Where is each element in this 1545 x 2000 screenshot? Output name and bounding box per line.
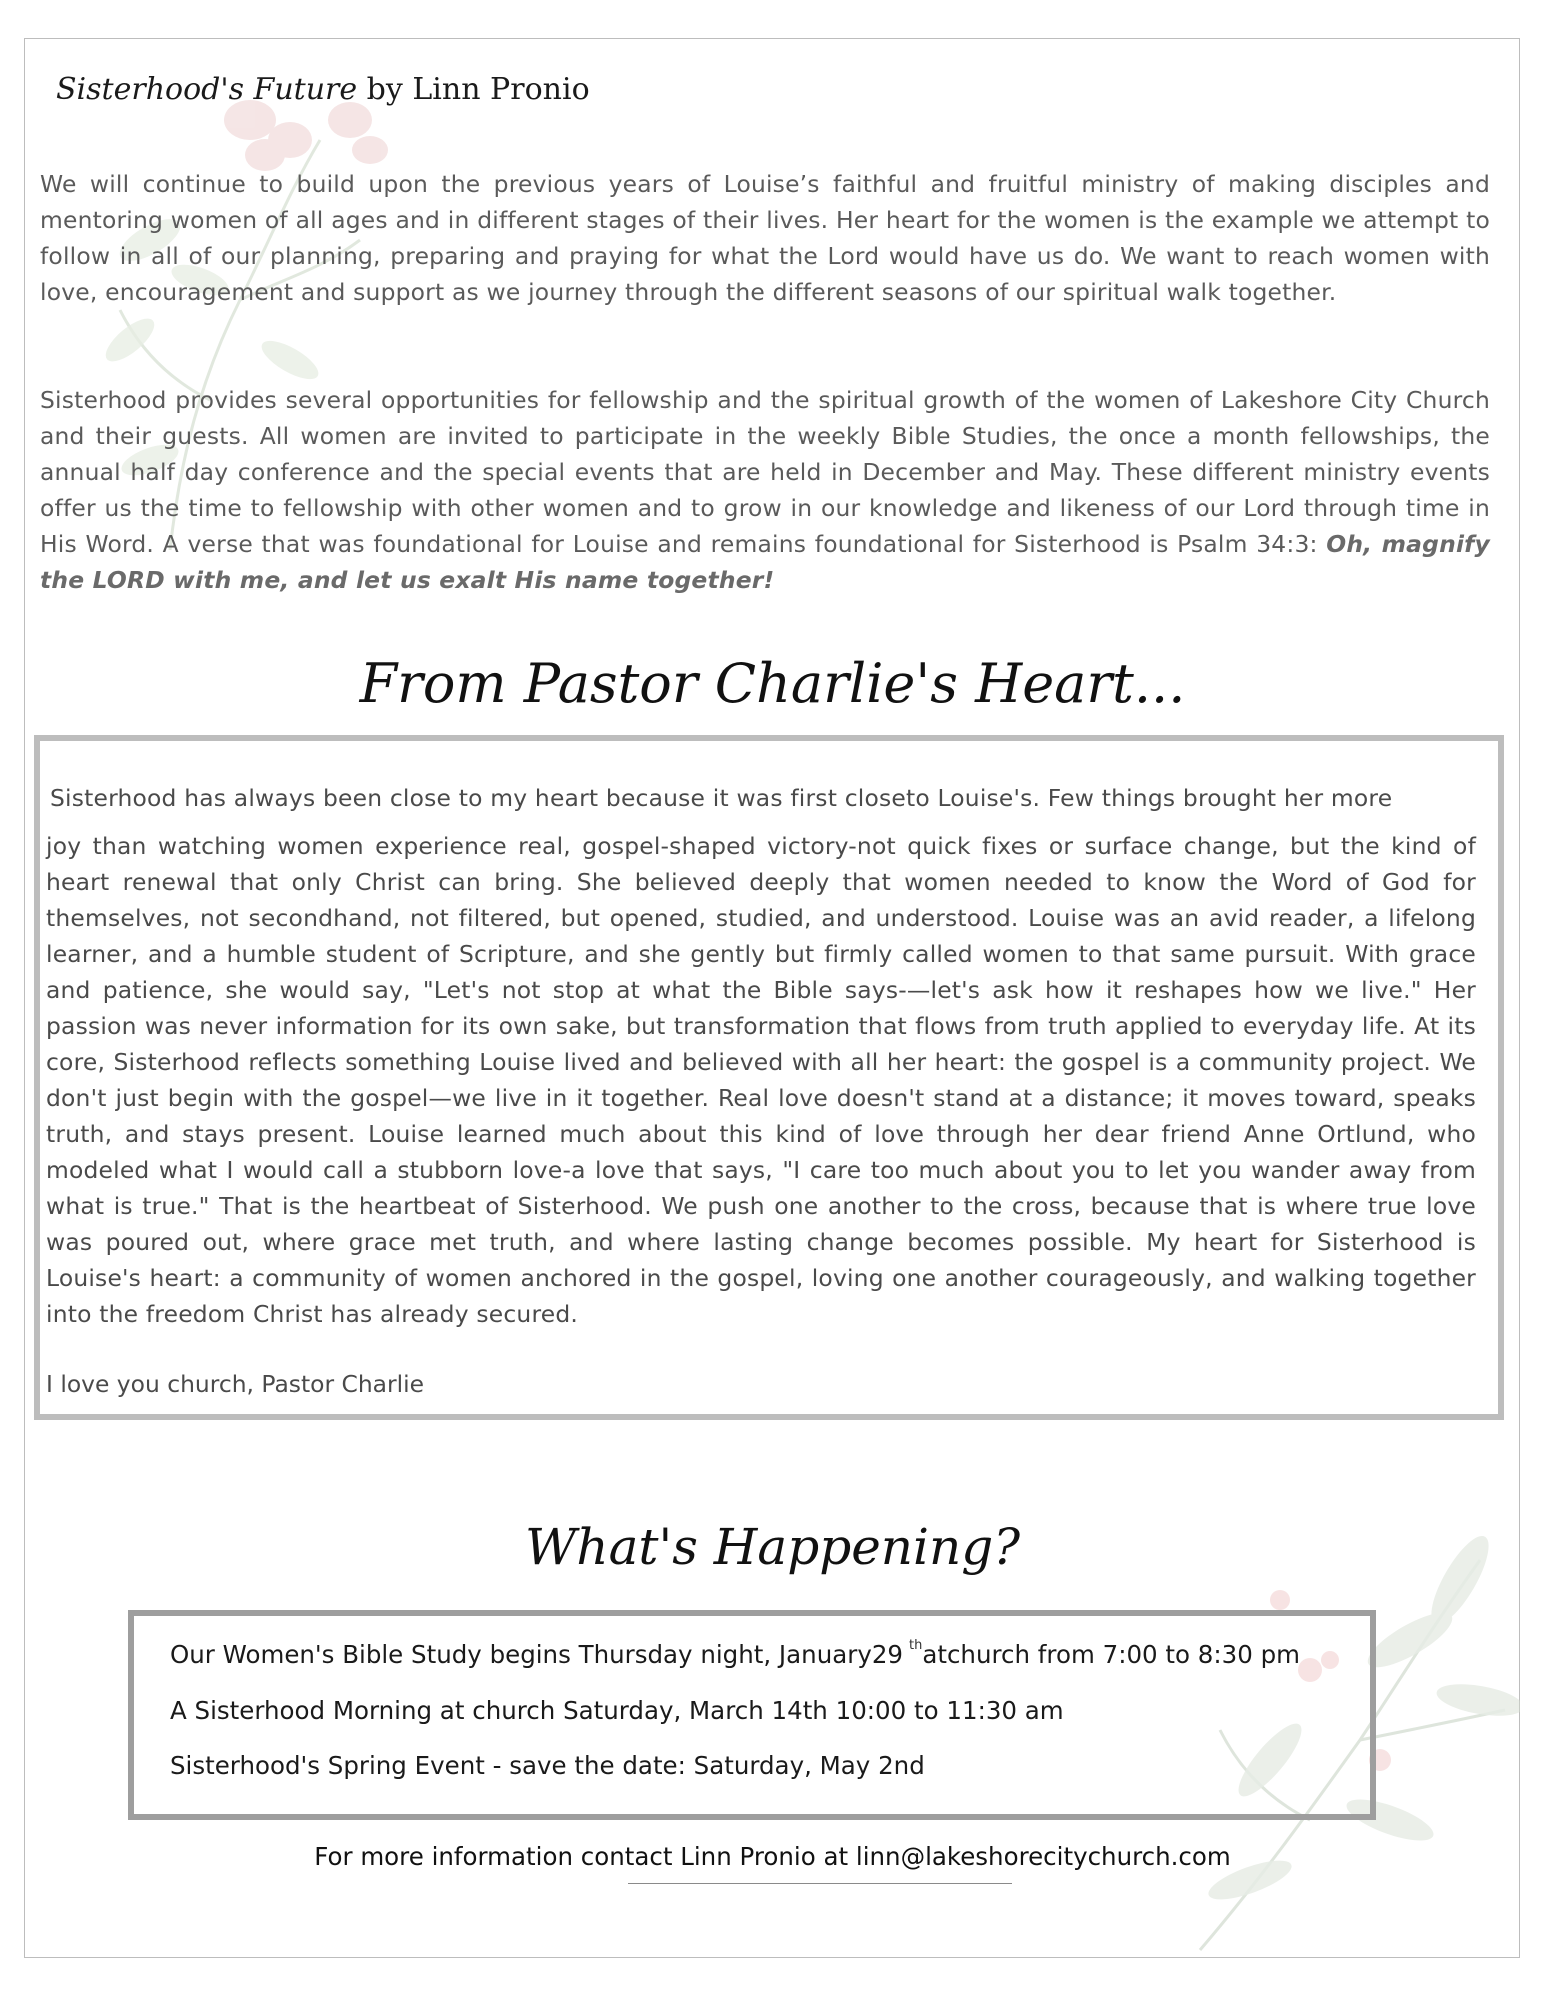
happening-section-heading: What's Happening? bbox=[524, 1518, 1021, 1576]
pastor-section-heading: From Pastor Charlie's Heart... bbox=[359, 652, 1186, 715]
event-sisterhood-morning: A Sisterhood Morning at church Saturday, March 14th 10:00 to 11:30 am bbox=[170, 1696, 1064, 1725]
article-paragraph-1: We will continue to build upon the previous years of Louise’s faithful and fruitful ministry of making disciples and mentoring women of all ages and in different stages of their lives. Her heart for the women is the example we attempt to follow in all of our planning, preparing and praying for what the Lord would have us do. We want to reach women with love, encouragement and support as we journey through the different seasons of our spiritual walk together. bbox=[40, 170, 1490, 306]
pastor-letter-body: joy than watching women experience real, gospel-shaped victory-not quick fixes or surface change, but the kind of heart renewal that only Christ can bring. She believed deeply that women needed to know the Word of God for themselves, not secondhand, not filtered, but opened, studied, and understood. Louise was an avid reader, a lifelong learner, and a humble student of Scripture, and she gently but firmly called women to that same pursuit. With grace and patience, she would say, "Let's not stop at what the Bible says-—let's ask how it reshapes how we live." Her passion was never information for its own sake, but transformation that flows from truth applied to everyday life. At its core, Sisterhood reflects something Louise lived and believed with all her heart: the gospel is a community project. We don't just begin with the gospel—we live in it together. Real love doesn't stand at a distance; it moves toward, speaks truth, and stays present. Louise learned much about this kind of love through her dear friend Anne Ortlund, who modeled what I would call a stubborn love-a love that says, "I care too much about you to let you wander away from what is true." That is the heartbeat of Sisterhood. We push one another to the cross, because that is where true love was poured out, where grace met truth, and where lasting change becomes possible. My heart for Sisterhood is Louise's heart: a community of women anchored in the gospel, loving one another courageously, and walking together into the freedom Christ has already secured. bbox=[46, 832, 1476, 1328]
event-bible-study-ordinal: th bbox=[909, 1638, 923, 1653]
scripture-verse: Oh, magnify the LORD with me, and let us exalt His name together! bbox=[40, 530, 1490, 594]
pastor-letter-first-line: Sisterhood has always been close to my heart because it was first closeto Louise's. Few things brought her more bbox=[50, 784, 1393, 812]
event-bible-study bbox=[170, 1640, 1300, 1669]
contact-info: For more information contact Linn Pronio at linn@lakeshorecitychurch.com bbox=[314, 1842, 1231, 1871]
event-spring-event: Sisterhood's Spring Event - save the date: Saturday, May 2nd bbox=[170, 1751, 925, 1780]
article-paragraph-2 bbox=[40, 382, 1490, 598]
contact-underline bbox=[628, 1883, 1012, 1884]
article-paragraph-2-text: Sisterhood provides several opportunities for fellowship and the spiritual growth of the women of Lakeshore City Church and their guests. All women are invited to participate in the weekly Bible Studies, the once a month fellowships, the annual half day conference and the special events that are held in December and May. These different ministry events offer us the time to fellowship with other women and to grow in our knowledge and likeness of our Lord through time in His Word. A verse that was foundational for Louise and remains foundational for Sisterhood is Psalm 34:3: bbox=[40, 386, 1490, 558]
article-title-italic: Sisterhood's Future bbox=[56, 72, 358, 107]
article-title-author: by Linn Pronio bbox=[357, 72, 590, 107]
event-bible-study-text: Our Women's Bible Study begins Thursday night, January29 bbox=[170, 1640, 903, 1669]
pastor-signoff: I love you church, Pastor Charlie bbox=[46, 1370, 424, 1398]
article-title bbox=[56, 72, 590, 107]
event-bible-study-location: atchurch from 7:00 to 8:30 pm bbox=[922, 1640, 1301, 1669]
